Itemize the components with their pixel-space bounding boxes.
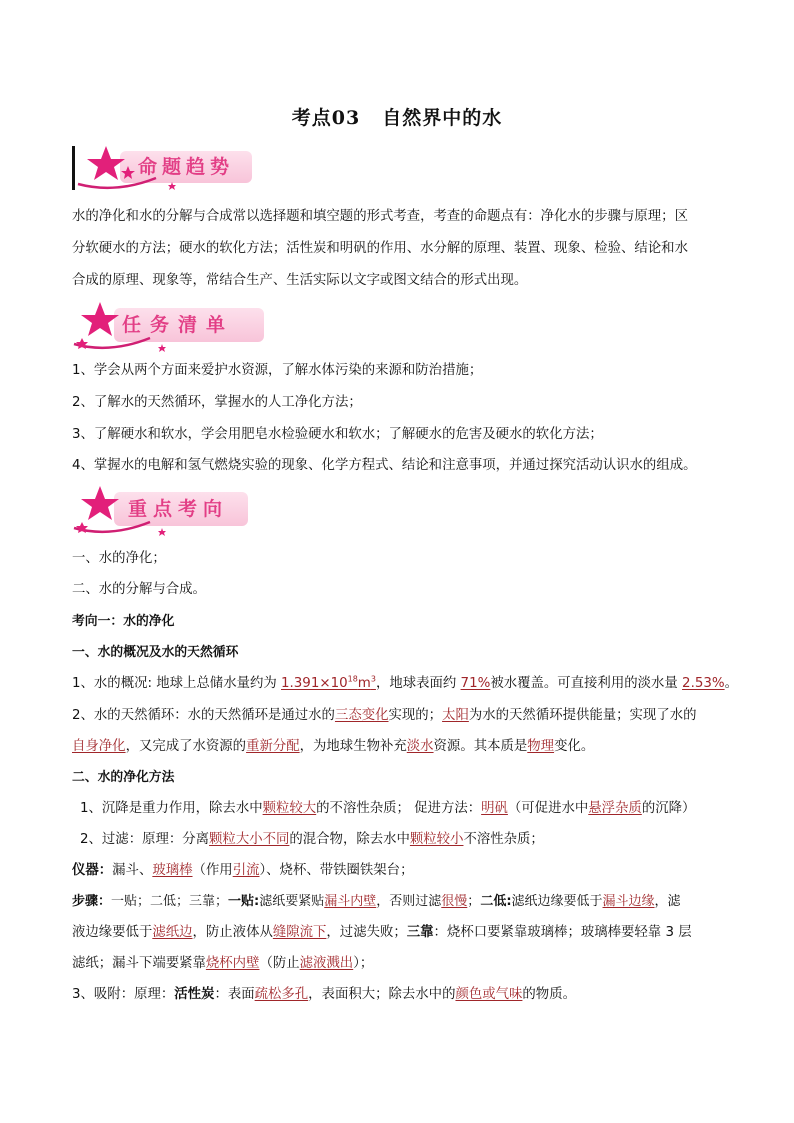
text: 2、水的天然循环：水的天然循环是通过水的 — [72, 708, 335, 723]
answer-underline: 重新分配 — [246, 739, 300, 754]
text: 3、吸附：原理： — [72, 987, 175, 1002]
text: 的物质。 — [522, 987, 576, 1002]
text: 一贴；二低；三靠； — [111, 894, 229, 909]
text: （作用 — [192, 863, 233, 878]
steps-line-3 — [72, 951, 732, 976]
text: ：烧杯口要紧靠玻璃棒；玻璃棒要轻靠 3 层 — [433, 925, 692, 940]
text: ）； — [353, 956, 374, 971]
text: （防止 — [259, 956, 300, 971]
task-item: 3、了解硬水和软水，学会用肥皂水检验硬水和软水；了解硬水的危害及硬水的软化方法； — [72, 427, 603, 442]
label: 一贴: — [228, 894, 260, 909]
text: ，过滤失败； — [326, 925, 407, 940]
answer-underline: 漏斗内壁 — [324, 894, 377, 909]
text: m — [357, 676, 371, 691]
trend-line-2: 分软硬水的方法；硬水的软化方法；活性炭和明矾的作用、水分解的原理、装置、现象、检验、结论和水 — [72, 241, 688, 256]
answer-underline: 引流 — [232, 863, 260, 878]
water-cycle-line-1 — [72, 703, 732, 728]
text: ，防止液体从 — [192, 925, 273, 940]
water-overview-line — [72, 671, 738, 696]
text: ，否则过滤 — [376, 894, 442, 909]
answer-underline: 明矾 — [481, 801, 508, 816]
answer-underline: 物理 — [527, 739, 555, 754]
page-title — [0, 103, 794, 130]
answer-underline: 烧杯内壁 — [205, 956, 260, 971]
text: 被水覆盖。可直接利用的淡水量 — [490, 676, 683, 691]
text: 实现的； — [388, 708, 443, 723]
answer-underline: 疏松多孔 — [254, 987, 309, 1002]
text: 变化。 — [554, 739, 595, 754]
text: 1、水的概况: 地球上总储水量约为 — [72, 676, 282, 691]
answer-underline: 缝隙流下 — [272, 925, 327, 940]
superscript: 3 — [370, 674, 376, 684]
water-cycle-line-2 — [72, 734, 732, 759]
sedimentation-line — [80, 796, 740, 821]
text: ，为地球生物补充 — [299, 739, 407, 754]
section-title-trend: 命题趋势 — [138, 156, 235, 178]
text: ，滤 — [654, 894, 681, 909]
text: （可促进水中 — [507, 801, 589, 816]
label: 三靠 — [406, 925, 434, 940]
steps-line-1 — [72, 889, 732, 914]
text: 1、沉降是重力作用，除去水中 — [80, 801, 263, 816]
text: 2、过滤：原理：分离 — [80, 832, 210, 847]
answer-underline: 很慢 — [441, 894, 468, 909]
answer-underline — [281, 676, 376, 691]
label: 活性炭 — [174, 987, 215, 1002]
filtration-line — [80, 827, 740, 852]
answer-underline: 悬浮杂质 — [588, 801, 642, 816]
answer-underline: 太阳 — [442, 708, 469, 723]
label: 二低: — [480, 894, 512, 909]
task-item: 1、学会从两个方面来爱护水资源，了解水体污染的来源和防治措施； — [72, 363, 483, 378]
answer-underline: 滤液溅出 — [299, 956, 354, 971]
answer-underline: 滤纸边 — [152, 925, 193, 940]
section-title-focus: 重点考向 — [128, 498, 229, 520]
text: ； — [467, 894, 481, 909]
section-banner-tasks — [70, 300, 270, 352]
answer-underline: 玻璃棒 — [152, 863, 193, 878]
text: ）、烧杯、带铁圈铁架台； — [259, 863, 414, 878]
task-item: 4、掌握水的电解和氢气燃烧实验的现象、化学方程式、结论和注意事项，并通过探究活动认识水的组成。 — [72, 458, 697, 473]
direction-heading: 考向一：水的净化 — [72, 614, 175, 629]
instruments-line — [72, 858, 732, 883]
text: ，表面积大；除去水中的 — [308, 987, 456, 1002]
answer-underline: 漏斗边缘 — [602, 894, 655, 909]
text: 不溶性杂质； — [463, 832, 544, 847]
answer-underline: 2.53% — [682, 676, 725, 691]
answer-underline: 颜色或气味 — [455, 987, 523, 1002]
text: 液边缘要低于 — [72, 925, 153, 940]
section-banner-focus — [70, 484, 270, 536]
title-main: 自然界中的水 — [382, 107, 503, 129]
text: 的不溶性杂质； 促进方法： — [316, 801, 482, 816]
trend-line-3: 合成的原理、现象等，常结合生产、生活实际以文字或图文结合的形式出现。 — [72, 273, 528, 288]
focus-item: 一、水的净化； — [72, 551, 166, 566]
task-item: 2、了解水的天然循环，掌握水的人工净化方法； — [72, 395, 362, 410]
adsorption-line — [72, 982, 732, 1007]
text: 1.391×10 — [281, 676, 348, 691]
answer-underline: 自身净化 — [72, 739, 126, 754]
text: 漏斗、 — [112, 863, 153, 878]
text: ，地球表面约 — [375, 676, 461, 691]
text: 的沉降） — [641, 801, 696, 816]
text: 为水的天然循环提供能量；实现了水的 — [468, 708, 697, 723]
trend-line-1: 水的净化和水的分解与合成常以选择题和填空题的形式考查，考查的命题点有：净化水的步骤与原理；区 — [72, 209, 688, 224]
text: 滤纸边缘要低于 — [511, 894, 603, 909]
answer-underline: 颗粒大小不同 — [209, 832, 290, 847]
subheading-2: 二、水的净化方法 — [72, 770, 175, 785]
answer-underline: 颗粒较大 — [262, 801, 317, 816]
focus-item: 二、水的分解与合成。 — [72, 582, 206, 597]
text: ，又完成了水资源的 — [125, 739, 247, 754]
text: 滤纸；漏斗下端要紧靠 — [72, 956, 206, 971]
answer-underline: 淡水 — [406, 739, 434, 754]
answer-underline: 71% — [460, 676, 491, 691]
answer-underline: 三态变化 — [334, 708, 389, 723]
title-prefix: 考点03 — [291, 107, 361, 129]
section-title-tasks: 任务清单 — [122, 314, 235, 336]
superscript: 18 — [347, 674, 358, 684]
text: 资源。其本质是 — [433, 739, 528, 754]
section-banner-trend — [76, 144, 266, 192]
label: 步骤： — [72, 894, 112, 909]
text: 。 — [724, 676, 738, 691]
steps-line-2 — [72, 920, 732, 945]
answer-underline: 颗粒较小 — [409, 832, 464, 847]
text: 的混合物，除去水中 — [289, 832, 410, 847]
banner-bar — [72, 146, 75, 190]
subheading-1: 一、水的概况及水的天然循环 — [72, 645, 239, 660]
label: 仪器： — [72, 863, 113, 878]
text: ：表面 — [214, 987, 255, 1002]
text: 滤纸要紧贴 — [259, 894, 325, 909]
